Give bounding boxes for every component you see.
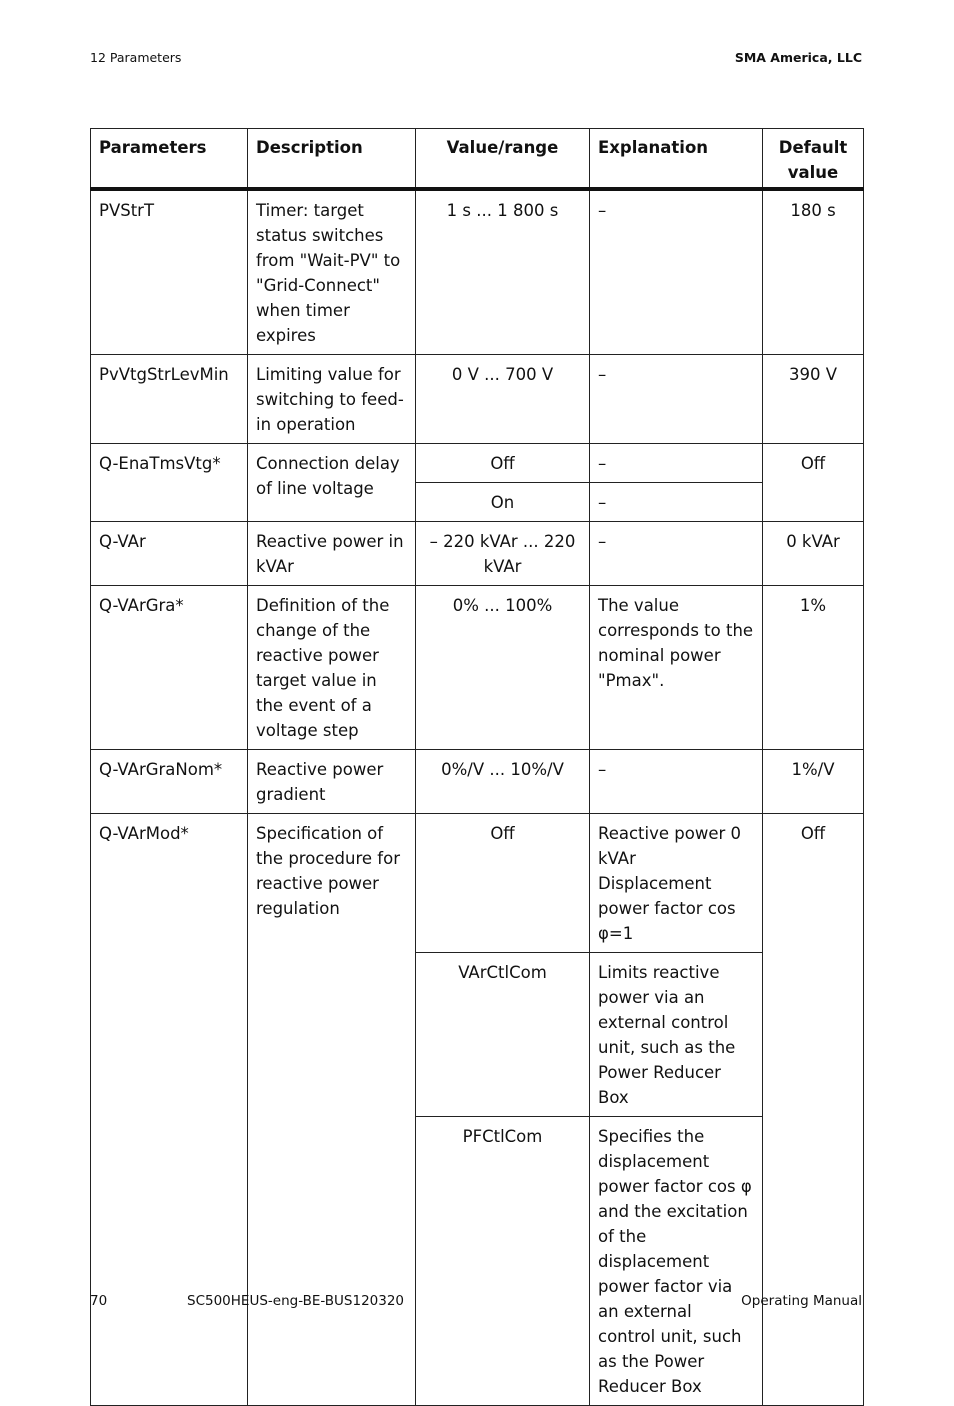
description-cell: Definition of the change of the reactive power target value in the event of a voltage step: [248, 586, 416, 750]
col-header-description: Description: [248, 129, 416, 190]
explanation-cell: The value corresponds to the nominal power "Pmax".: [590, 586, 763, 750]
explanation-cell: Specifies the displacement power factor cos φ and the excitation of the displacement power factor via an external control unit, such as the Power Reducer Box: [590, 1117, 763, 1406]
table-row: [91, 750, 864, 814]
explanation-cell: –: [590, 189, 763, 355]
value-range-cell: 0 V ... 700 V: [416, 355, 590, 444]
default-value-cell: 180 s: [763, 189, 864, 355]
table-row: [91, 189, 864, 355]
value-range-cell: PFCtlCom: [416, 1117, 590, 1406]
default-value-cell: 1%: [763, 586, 864, 750]
header-section: 12 Parameters: [90, 50, 182, 65]
header-company: SMA America, LLC: [734, 50, 862, 65]
explanation-cell: –: [590, 444, 763, 483]
description-cell: Limiting value for switching to feed-in operation: [248, 355, 416, 444]
default-value-cell: Off: [763, 814, 864, 1406]
default-value-cell: 390 V: [763, 355, 864, 444]
explanation-cell: –: [590, 750, 763, 814]
description-cell: Connection delay of line voltage: [248, 444, 416, 522]
param-name-cell: Q-VArMod*: [91, 814, 248, 1406]
default-value-cell: Off: [763, 444, 864, 522]
table-body: [91, 189, 864, 1406]
value-range-cell: VArCtlCom: [416, 953, 590, 1117]
explanation-cell: Limits reactive power via an external control unit, such as the Power Reducer Box: [590, 953, 763, 1117]
description-cell: Timer: target status switches from "Wait-PV" to "Grid-Connect" when timer expires: [248, 189, 416, 355]
value-range-cell: On: [416, 483, 590, 522]
table-row: [91, 522, 864, 586]
value-range-cell: 0%/V ... 10%/V: [416, 750, 590, 814]
col-header-default-value: Default value: [763, 129, 864, 190]
table-header-row: [91, 129, 864, 190]
default-value-cell: 0 kVAr: [763, 522, 864, 586]
explanation-cell: Reactive power 0 kVAr Displacement power factor cos φ=1: [590, 814, 763, 953]
value-range-cell: Off: [416, 444, 590, 483]
description-cell: Reactive power gradient: [248, 750, 416, 814]
param-name-cell: Q-VAr: [91, 522, 248, 586]
table-row: [91, 586, 864, 750]
value-range-cell: 0% ... 100%: [416, 586, 590, 750]
col-header-explanation: Explanation: [590, 129, 763, 190]
table-row: [91, 444, 864, 483]
value-range-cell: Off: [416, 814, 590, 953]
param-name-cell: PVStrT: [91, 189, 248, 355]
footer-manual: Operating Manual: [741, 1293, 862, 1309]
footer-page-number: 70: [90, 1293, 108, 1309]
param-name-cell: PvVtgStrLevMin: [91, 355, 248, 444]
value-range-cell: 1 s ... 1 800 s: [416, 189, 590, 355]
explanation-cell: –: [590, 483, 763, 522]
table-row: [91, 814, 864, 953]
param-name-cell: Q-VArGraNom*: [91, 750, 248, 814]
col-header-parameters: Parameters: [91, 129, 248, 190]
footer-doc-id: SC500HEUS-eng-BE-BUS120320: [187, 1293, 405, 1309]
explanation-cell: –: [590, 355, 763, 444]
table-row: [91, 355, 864, 444]
description-cell: Reactive power in kVAr: [248, 522, 416, 586]
default-value-cell: 1%/V: [763, 750, 864, 814]
param-name-cell: Q-VArGra*: [91, 586, 248, 750]
parameters-table: [90, 128, 864, 1406]
col-header-value-range: Value/range: [416, 129, 590, 190]
description-cell: Specification of the procedure for reactive power regulation: [248, 814, 416, 1406]
value-range-cell: – 220 kVAr ... 220 kVAr: [416, 522, 590, 586]
explanation-cell: –: [590, 522, 763, 586]
param-name-cell: Q-EnaTmsVtg*: [91, 444, 248, 522]
